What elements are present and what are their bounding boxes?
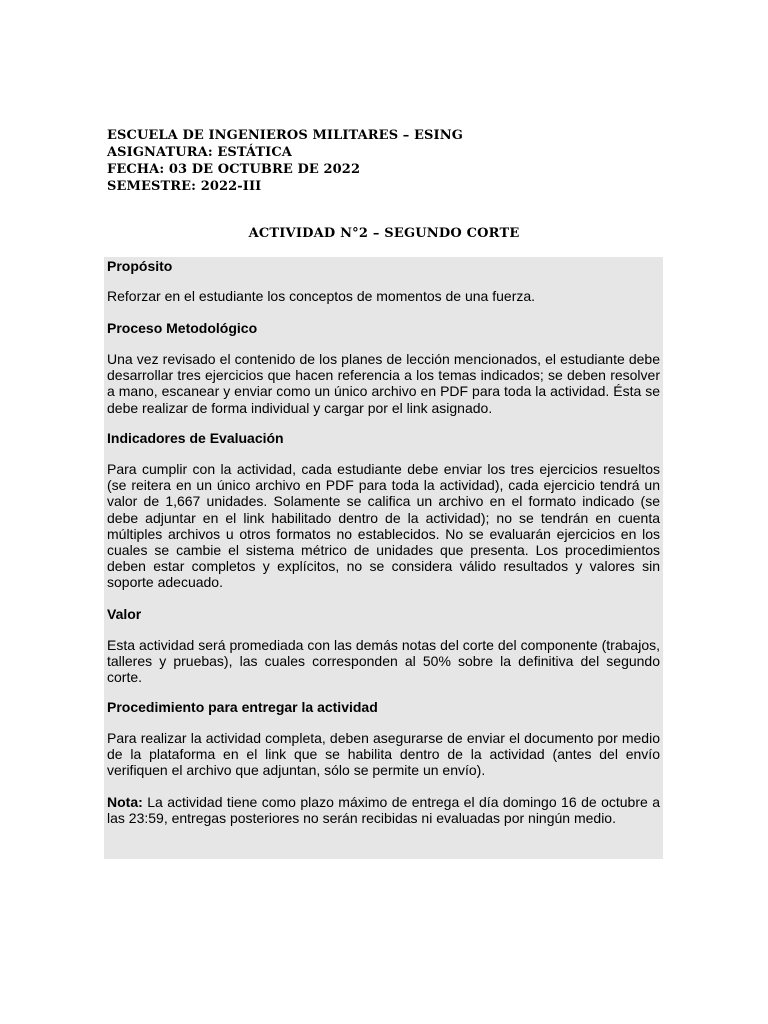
text-valor: Esta actividad será promediada con las demás notas del corte del componente (trabajos, talleres y pruebas), las cuales corresponden al 50% sobre la definitiva del segundo corte. [107, 637, 660, 686]
header-date: FECHA: 03 DE OCTUBRE DE 2022 [107, 162, 361, 177]
text-procedimiento: Para realizar la actividad completa, deben asegurarse de enviar el documento por medio de la plataforma en el link que se habilita dentro de la actividad (antes del envío verifiquen el archivo que adjuntan, sólo se permite un envío). [107, 730, 660, 779]
activity-title: ACTIVIDAD N°2 – SEGUNDO CORTE [248, 226, 520, 241]
heading-indicadores: Indicadores de Evaluación [107, 430, 284, 446]
document-header [107, 127, 463, 195]
heading-valor: Valor [107, 606, 142, 622]
nota-text: La actividad tiene como plazo máximo de entrega el día domingo 16 de octubre a las 23:59, entregas posteriores no serán recibidas ni evaluadas por ningún medio. [107, 794, 660, 827]
nota-label: Nota: [107, 794, 143, 810]
heading-procedimiento: Procedimiento para entregar la actividad [107, 699, 378, 715]
header-subject: ASIGNATURA: ESTÁTICA [107, 145, 292, 160]
heading-proposito: Propósito [107, 258, 173, 274]
text-proceso: Una vez revisado el contenido de los planes de lección mencionados, el estudiante debe desarrollar tres ejercicios que hacen referencia a los temas indicados; se deben resolver a mano, escanear y enviar como un único archivo en PDF para toda la actividad. Ésta se debe realizar de forma individual y cargar por el link asignado. [107, 351, 660, 416]
activity-content-box [104, 257, 663, 859]
text-indicadores: Para cumplir con la actividad, cada estudiante debe enviar los tres ejercicios resueltos (se reitera en un único archivo en PDF para toda la actividad), cada ejercicio tendrá un valor de 1,667 unidades. Solamente se califica un archivo en el formato indicado (se debe adjuntar en el link habilitado dentro de la actividad); no se tendrán en cuenta múltiples archivos u otros formatos no establecidos. No se evaluarán ejercicios en los cuales se cambie el sistema métrico de unidades que presenta. Los procedimientos deben estar completos y explícitos, no se considera válido resultados y valores sin soporte adecuado. [107, 461, 660, 591]
heading-proceso: Proceso Metodológico [107, 320, 258, 336]
nota-paragraph [107, 794, 660, 826]
header-semester: SEMESTRE: 2022-III [107, 179, 262, 194]
text-proposito: Reforzar en el estudiante los conceptos de momentos de una fuerza. [107, 288, 536, 304]
header-school: ESCUELA DE INGENIEROS MILITARES – ESING [107, 128, 463, 143]
